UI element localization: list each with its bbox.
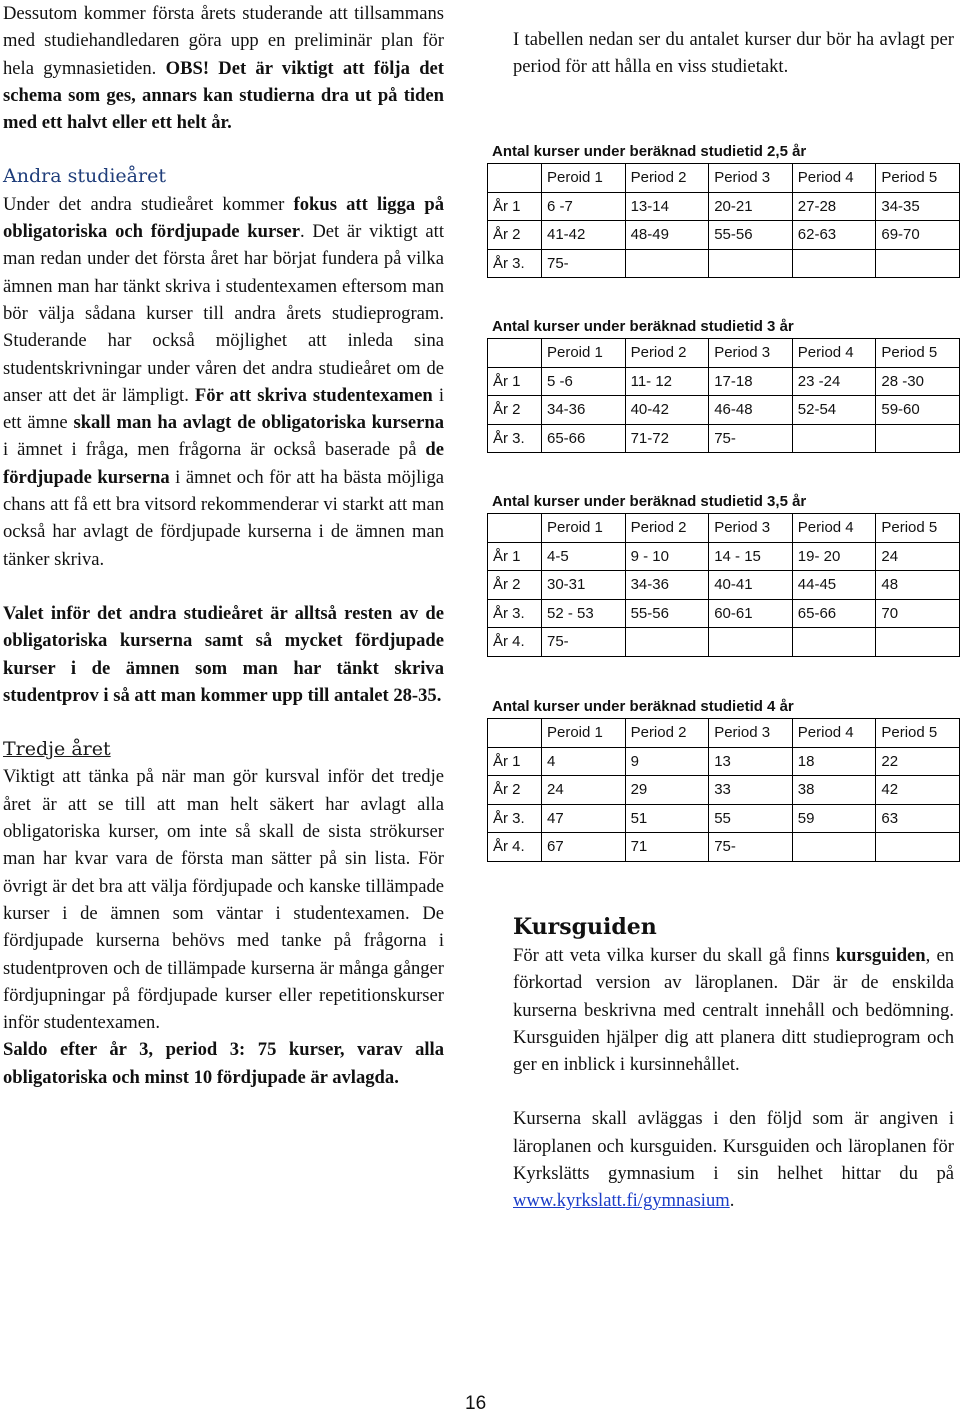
table-cell: Period 3	[709, 719, 793, 748]
second-year-summary	[3, 600, 444, 709]
text-run: i ett ämne	[3, 384, 444, 434]
text-run: , en förkortad version av läroplanen. Där är de enskilda kurserna beskrivna med centralt innehåll och bedömning. Kursguiden hjälper dig att planera ditt studieprogram och ger en inblick i kursinnehållet.	[513, 945, 954, 1076]
table-cell: 27-28	[792, 192, 876, 221]
course-table	[487, 163, 960, 278]
table-cell: 6 -7	[542, 192, 626, 221]
table-cell: 24	[542, 776, 626, 805]
table-cell: 40-41	[709, 571, 793, 600]
table-row	[488, 192, 960, 221]
course-table	[487, 718, 960, 862]
table-cell: 5 -6	[542, 367, 626, 396]
table-cell	[709, 249, 793, 278]
table-cell: År 1	[488, 192, 542, 221]
table-cell: 52-54	[792, 396, 876, 425]
table-block-4-years	[486, 695, 960, 862]
table-block-3-years	[486, 315, 960, 453]
intro-warning: OBS! Det är viktigt att följa det schema som ges, annars kan studierna dra ut på tiden med ett halvt eller ett helt år.	[3, 57, 444, 134]
third-year-summary	[3, 1036, 444, 1091]
table-cell: 20-21	[709, 192, 793, 221]
kursguiden-paragraph	[513, 942, 954, 1078]
table-cell: År 3.	[488, 804, 542, 833]
table-cell	[709, 628, 793, 657]
table-cell	[792, 628, 876, 657]
table-row	[488, 424, 960, 453]
table-cell	[876, 424, 960, 453]
table-cell: 71-72	[625, 424, 709, 453]
bold-run: fokus att ligga på obligatoriska och fördjupade kurser	[3, 193, 444, 243]
table-cell: 19- 20	[792, 542, 876, 571]
table-cell	[876, 628, 960, 657]
table-cell: 14 - 15	[709, 542, 793, 571]
table-cell	[792, 833, 876, 862]
intro-text: Dessutom kommer första årets studerande att tillsammans med studiehandledaren göra upp en preliminär plan för hela gymnasietiden.	[3, 3, 444, 79]
table-cell: 13-14	[625, 192, 709, 221]
table-row	[488, 628, 960, 657]
table-cell: 60-61	[709, 599, 793, 628]
table-cell: År 3.	[488, 249, 542, 278]
kursguiden-paragraph-2	[513, 1105, 954, 1214]
table-cell: 65-66	[792, 599, 876, 628]
table-cell: År 3.	[488, 599, 542, 628]
table-cell: 65-66	[542, 424, 626, 453]
table-row	[488, 396, 960, 425]
text-run: i ämnet i fråga, men frågorna är också baserade på	[3, 439, 426, 461]
table-cell	[792, 424, 876, 453]
table-cell: 40-42	[625, 396, 709, 425]
table-header-row	[488, 719, 960, 748]
table-cell: Period 2	[625, 719, 709, 748]
table-cell: 22	[876, 747, 960, 776]
table-cell	[792, 249, 876, 278]
table-cell: 55-56	[625, 599, 709, 628]
table-cell: År 1	[488, 542, 542, 571]
table-cell: År 3.	[488, 424, 542, 453]
table-cell: 67	[542, 833, 626, 862]
table-cell: 55	[709, 804, 793, 833]
text-run: Kurserna skall avläggas i den följd som är angiven i läroplanen och kursguiden. Kursguiden och läroplanen för Kyrkslätts gymnasium i sin helhet hittar du på	[513, 1108, 954, 1185]
table-cell: 23 -24	[792, 367, 876, 396]
table-cell	[488, 164, 542, 193]
table-cell: 38	[792, 776, 876, 805]
table-cell: 55-56	[709, 221, 793, 250]
table-header-row	[488, 164, 960, 193]
text-run: .	[729, 1190, 735, 1212]
table-cell: 9 - 10	[625, 542, 709, 571]
table-title: Antal kurser under beräknad studietid 4 år	[492, 698, 794, 715]
table-cell: Peroid 1	[542, 719, 626, 748]
left-column	[3, 0, 444, 1091]
table-cell: År 1	[488, 367, 542, 396]
table-cell: Period 2	[625, 164, 709, 193]
table-row	[488, 776, 960, 805]
table-cell: År 2	[488, 571, 542, 600]
table-cell: 11- 12	[625, 367, 709, 396]
section-heading-second-year: Andra studieåret	[3, 165, 166, 188]
text-run: Under det andra studieåret kommer	[3, 193, 294, 215]
section-heading-third-year: Tredje året	[3, 738, 111, 761]
table-cell: Period 4	[792, 719, 876, 748]
text-run: i ämnet och för att ha bästa möjliga chans att få ett bra vitsord rekommenderar vi starkt att man också har avlagt de fördjupade kurserna i de ämnen man tänker skriva.	[3, 466, 444, 570]
table-cell: 52 - 53	[542, 599, 626, 628]
table-cell: 46-48	[709, 396, 793, 425]
table-cell: Period 2	[625, 339, 709, 368]
intro-paragraph	[3, 0, 444, 136]
table-cell	[625, 249, 709, 278]
table-cell: Period 3	[709, 339, 793, 368]
right-column-intro	[513, 26, 954, 81]
table-cell: 48	[876, 571, 960, 600]
table-cell: 59-60	[876, 396, 960, 425]
table-cell: År 2	[488, 776, 542, 805]
table-cell: År 2	[488, 396, 542, 425]
table-cell: 4-5	[542, 542, 626, 571]
table-cell: Period 5	[876, 164, 960, 193]
table-cell: 13	[709, 747, 793, 776]
table-cell: 9	[625, 747, 709, 776]
kursguiden-heading: Kursguiden	[513, 914, 657, 940]
table-title: Antal kurser under beräknad studietid 3 år	[492, 318, 794, 335]
table-cell: 69-70	[876, 221, 960, 250]
table-cell: Period 3	[709, 514, 793, 543]
table-cell	[625, 628, 709, 657]
table-row	[488, 599, 960, 628]
table-cell: 4	[542, 747, 626, 776]
table-cell: Period 4	[792, 514, 876, 543]
table-row	[488, 367, 960, 396]
table-cell: 70	[876, 599, 960, 628]
table-cell: Period 4	[792, 339, 876, 368]
table-cell: 42	[876, 776, 960, 805]
table-cell: År 2	[488, 221, 542, 250]
text-run: . Det är viktigt att man redan under det första året har börjat fundera på vilka ämnen man har tänkt skriva i studentexamen eftersom man bör välja sådana kurser till andra årets studieprogram. Studerande har också möjlighet att inleda sina studentskrivningar under våren det andra studieåret om de anser att det är lämpligt.	[3, 221, 444, 406]
table-cell	[488, 339, 542, 368]
table-cell: 47	[542, 804, 626, 833]
bold-run: de fördjupade kurserna	[3, 439, 444, 488]
table-cell	[488, 514, 542, 543]
table-cell: Peroid 1	[542, 164, 626, 193]
table-cell: 29	[625, 776, 709, 805]
table-header-row	[488, 339, 960, 368]
table-header-row	[488, 514, 960, 543]
table-cell: 24	[876, 542, 960, 571]
table-cell: 71	[625, 833, 709, 862]
table-cell	[876, 249, 960, 278]
table-cell: 30-31	[542, 571, 626, 600]
tables-intro-paragraph: I tabellen nedan ser du antalet kurser dur bör ha avlagt per period för att hålla en viss studietakt.	[513, 29, 954, 78]
table-cell: År 4.	[488, 628, 542, 657]
table-cell: Period 3	[709, 164, 793, 193]
table-row	[488, 221, 960, 250]
table-cell: Period 2	[625, 514, 709, 543]
bold-run: Valet inför det andra studieåret är alltså resten av de obligatoriska kurserna samt så mycket fördjupade kurser i de ämnen som man har tänkt skriva studentprov i så att man kommer upp till antalet 28-35.	[3, 602, 444, 706]
table-cell	[876, 833, 960, 862]
table-cell: 75-	[709, 833, 793, 862]
table-cell: 28 -30	[876, 367, 960, 396]
course-table	[487, 338, 960, 453]
table-cell: 44-45	[792, 571, 876, 600]
table-row	[488, 542, 960, 571]
table-cell: 75-	[709, 424, 793, 453]
table-cell: 33	[709, 776, 793, 805]
course-table	[487, 513, 960, 657]
table-row	[488, 833, 960, 862]
table-cell: Peroid 1	[542, 339, 626, 368]
table-cell: 34-36	[542, 396, 626, 425]
table-cell: 48-49	[625, 221, 709, 250]
table-row	[488, 571, 960, 600]
table-cell: 59	[792, 804, 876, 833]
text-run: För att veta vilka kurser du skall gå finns	[513, 945, 836, 966]
table-cell: Period 4	[792, 164, 876, 193]
table-cell: Period 5	[876, 514, 960, 543]
table-block-3-5-years	[486, 490, 960, 657]
table-cell: 17-18	[709, 367, 793, 396]
table-cell: Peroid 1	[542, 514, 626, 543]
table-cell: 34-36	[625, 571, 709, 600]
third-year-paragraph: Viktigt att tänka på när man gör kursval inför det tredje året är att se till att man helt säkert har avlagt alla obligatoriska kurser, om inte så skall de sista strökurser man har kvar vara de första man sätter på sin lista. För övrigt är det bra att välja fördjupade och kanske tillämpade kurser i de ämnen som väntar i studentexamen. De fördjupade kurserna behövs med tanke på frågorna i studentproven och de tillämpade kurserna är många gånger fördjupningar på fördjupade kurser eller repetitionskurser inför studentexamen.	[3, 766, 444, 1034]
table-block-2-5-years	[486, 140, 960, 278]
table-cell: 63	[876, 804, 960, 833]
table-cell: Period 5	[876, 339, 960, 368]
table-row	[488, 249, 960, 278]
table-title: Antal kurser under beräknad studietid 2,5 år	[492, 143, 807, 160]
table-cell: 34-35	[876, 192, 960, 221]
table-cell	[488, 719, 542, 748]
bold-run: skall man ha avlagt de obligatoriska kurserna	[73, 412, 444, 434]
table-cell: 75-	[542, 628, 626, 657]
table-cell: 18	[792, 747, 876, 776]
table-cell: Period 5	[876, 719, 960, 748]
page-number: 16	[465, 1393, 487, 1414]
table-cell: 62-63	[792, 221, 876, 250]
bold-run: För att skriva studentexamen	[194, 384, 433, 406]
bold-run: Saldo efter år 3, period 3: 75 kurser, varav alla obligatoriska och minst 10 fördjupade är avlagda.	[3, 1039, 444, 1088]
table-cell: 51	[625, 804, 709, 833]
table-cell: 41-42	[542, 221, 626, 250]
gymnasium-website-link[interactable]: www.kyrkslatt.fi/gymnasium	[513, 1190, 730, 1212]
table-cell: År 1	[488, 747, 542, 776]
table-row	[488, 747, 960, 776]
table-title: Antal kurser under beräknad studietid 3,5 år	[492, 493, 807, 510]
bold-run: kursguiden	[835, 945, 926, 966]
table-cell: 75-	[542, 249, 626, 278]
second-year-paragraph	[3, 191, 444, 573]
table-row	[488, 804, 960, 833]
kursguiden-section	[513, 912, 954, 1215]
table-cell: År 4.	[488, 833, 542, 862]
